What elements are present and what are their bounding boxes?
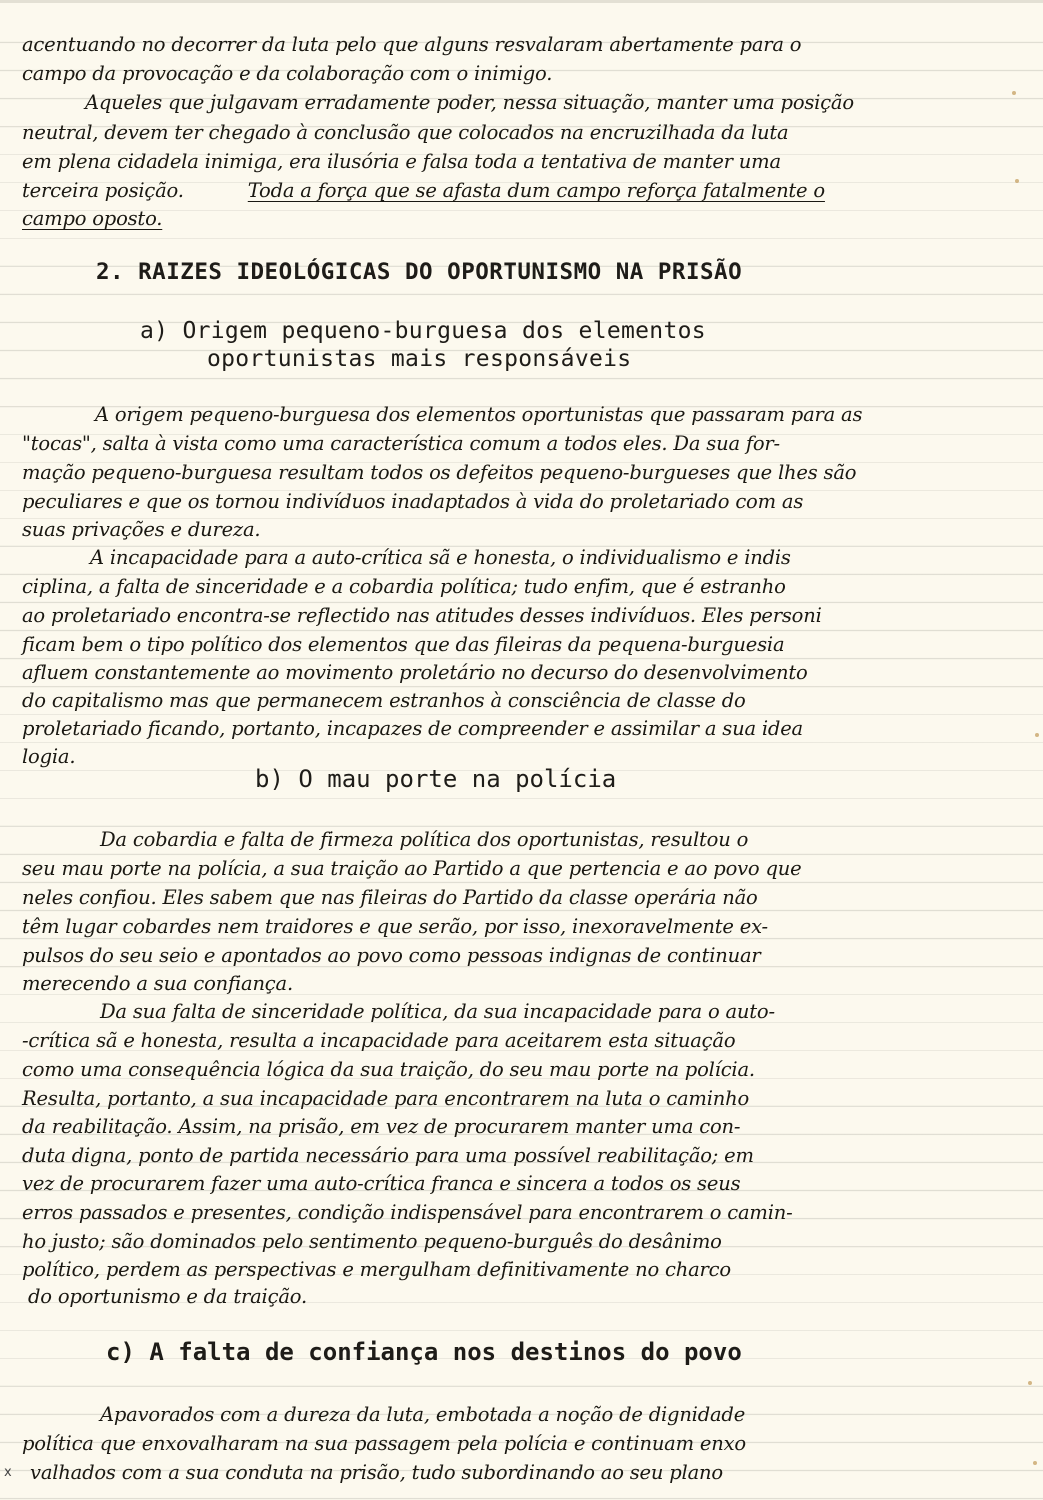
- paragraph-line: Da sua falta de sinceridade política, da sua incapacidade para o auto-: [100, 1000, 775, 1023]
- paper-speck: [1012, 91, 1016, 95]
- subsection-a-heading: a) Origem pequeno-burguesa dos elementos: [140, 318, 706, 344]
- paragraph-line: afluem constantemente ao movimento proletário no decurso do desenvolvimento: [22, 661, 808, 684]
- paragraph-line: Resulta, portanto, a sua incapacidade para encontrarem na luta o caminho: [22, 1087, 749, 1110]
- paragraph-line: pulsos do seu seio e apontados ao povo como pessoas indignas de continuar: [22, 944, 761, 967]
- paragraph-line: do oportunismo e da traição.: [28, 1285, 307, 1308]
- paper-speck: [1035, 733, 1039, 737]
- paragraph-line: duta digna, ponto de partida necessário para uma possível reabilitação; em: [22, 1144, 754, 1167]
- paragraph-line: peculiares e que os tornou indivíduos inadaptados à vida do proletariado com as: [22, 490, 804, 513]
- intro-line: Aqueles que julgavam erradamente poder, nessa situação, manter uma posição: [85, 91, 854, 114]
- paragraph-line: mação pequeno-burguesa resultam todos os defeitos pequeno-burgueses que lhes são: [22, 461, 857, 484]
- paper-speck: [1015, 179, 1019, 183]
- paragraph-line: "tocas", salta à vista como uma característica comum a todos eles. Da sua for-: [22, 432, 780, 455]
- paragraph-line: neles confiou. Eles sabem que nas fileiras do Partido da classe operária não: [22, 886, 758, 909]
- underlined-quote: campo oposto.: [22, 207, 163, 230]
- intro-line: em plena cidadela inimiga, era ilusória e falsa toda a tentativa de manter uma: [22, 150, 781, 173]
- paragraph-line: do capitalismo mas que permanecem estranhos à consciência de classe do: [22, 689, 746, 712]
- paper-speck: [1028, 1381, 1032, 1385]
- paragraph-line: -crítica sã e honesta, resulta a incapacidade para aceitarem esta situação: [22, 1029, 736, 1052]
- intro-line: [22, 177, 1012, 205]
- intro-line: campo da provocação e da colaboração com o inimigo.: [22, 62, 553, 85]
- margin-mark: x: [4, 1465, 12, 1480]
- paragraph-line: merecendo a sua confiança.: [22, 972, 293, 995]
- paragraph-line: ao proletariado encontra-se reflectido nas atitudes desses indivíduos. Eles personi: [22, 604, 822, 627]
- paragraph-line: ho justo; são dominados pelo sentimento pequeno-burguês do desânimo: [22, 1230, 722, 1253]
- paragraph-line: ciplina, a falta de sinceridade e a cobardia política; tudo enfim, que é estranho: [22, 575, 786, 598]
- intro-text: terceira posição.: [22, 179, 184, 202]
- paragraph-line: erros passados e presentes, condição indispensável para encontrarem o camin-: [22, 1201, 793, 1224]
- paragraph-line: valhados com a sua conduta na prisão, tudo subordinando ao seu plano: [30, 1461, 723, 1484]
- intro-line: neutral, devem ter chegado à conclusão que colocados na encruzilhada da luta: [22, 121, 789, 144]
- section-heading: 2. RAIZES IDEOLÓGICAS DO OPORTUNISMO NA PRISÃO: [96, 259, 743, 285]
- subsection-c-heading: c) A falta de confiança nos destinos do povo: [106, 1338, 742, 1366]
- paragraph-line: da reabilitação. Assim, na prisão, em vez de procurarem manter uma con-: [22, 1115, 741, 1138]
- paragraph-line: A origem pequeno-burguesa dos elementos oportunistas que passaram para as: [95, 403, 863, 426]
- intro-line: [22, 205, 1012, 233]
- paragraph-line: têm lugar cobardes nem traidores e que serão, por isso, inexoravelmente ex-: [22, 915, 768, 938]
- paragraph-line: suas privações e dureza.: [22, 518, 261, 541]
- paragraph-line: logia.: [22, 745, 76, 768]
- intro-line: acentuando no decorrer da luta pelo que alguns resvalaram abertamente para o: [22, 33, 802, 56]
- subsection-b-heading: b) O mau porte na polícia: [255, 765, 617, 793]
- subsection-a-heading-cont: oportunistas mais responsáveis: [207, 346, 632, 372]
- paragraph-line: proletariado ficando, portanto, incapazes de compreender e assimilar a sua idea: [22, 717, 803, 740]
- paragraph-line: como uma consequência lógica da sua traição, do seu mau porte na polícia.: [22, 1058, 755, 1081]
- paragraph-line: ficam bem o tipo político dos elementos que das fileiras da pequena-burguesia: [22, 633, 785, 656]
- paragraph-line: vez de procurarem fazer uma auto-crítica franca e sincera a todos os seus: [22, 1172, 741, 1195]
- paragraph-line: política que enxovalharam na sua passagem pela polícia e continuam enxo: [22, 1432, 746, 1455]
- paragraph-line: seu mau porte na polícia, a sua traição ao Partido a que pertencia e ao povo que: [22, 857, 802, 880]
- paper-speck: [1033, 1461, 1037, 1465]
- underlined-quote: Toda a força que se afasta dum campo reforça fatalmente o: [247, 179, 825, 202]
- paragraph-line: A incapacidade para a auto-crítica sã e honesta, o individualismo e indis: [90, 546, 791, 569]
- paragraph-line: Da cobardia e falta de firmeza política dos oportunistas, resultou o: [100, 828, 749, 851]
- paragraph-line: político, perdem as perspectivas e mergulham definitivamente no charco: [22, 1258, 731, 1281]
- paragraph-line: Apavorados com a dureza da luta, embotada a noção de dignidade: [100, 1403, 746, 1426]
